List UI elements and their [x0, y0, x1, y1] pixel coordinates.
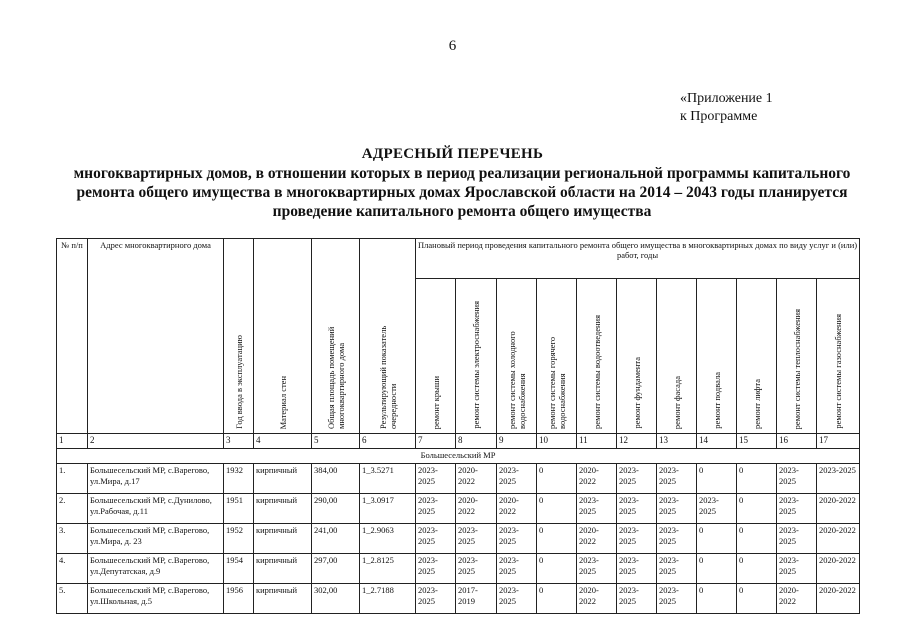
header-work-foundation: ремонт фундамента [617, 279, 657, 434]
header-area: Общая площадь помещений многоквартирного дома [312, 239, 360, 434]
row-address: Большесельский МР, с.Варегово, ул.Мира, д. 23 [88, 524, 224, 554]
row-work-period: 2023-2025 [416, 584, 456, 614]
row-material: кирпичный [254, 464, 312, 494]
region-row [57, 449, 860, 464]
header-num: № п/п [57, 239, 88, 434]
row-work-period: 2023-2025 [617, 524, 657, 554]
row-indicator: 1_2.9063 [360, 524, 416, 554]
table-row [57, 494, 860, 524]
appendix-line-2: к Программе [680, 109, 758, 124]
row-work-period: 2023-2025 [416, 524, 456, 554]
header-work-roof: ремонт крыши [416, 279, 456, 434]
row-work-period: 0 [537, 554, 577, 584]
column-number: 4 [254, 434, 312, 449]
header-work-drainage: ремонт системы водоотведения [577, 279, 617, 434]
row-work-period: 0 [537, 584, 577, 614]
header-indicator: Результирующий показатель очередности [360, 239, 416, 434]
column-number: 17 [817, 434, 860, 449]
appendix-note [680, 90, 773, 126]
row-work-period: 2023-2025 [777, 554, 817, 584]
row-work-period: 2023-2025 [657, 524, 697, 554]
header-work-cold-water: ремонт системы холодного водоснабжения [497, 279, 537, 434]
header-work-hot-water: ремонт системы горячего водоснабжения [537, 279, 577, 434]
column-number: 16 [777, 434, 817, 449]
row-area: 384,00 [312, 464, 360, 494]
header-work-heating: ремонт системы теплоснабжения [777, 279, 817, 434]
document-title: АДРЕСНЫЙ ПЕРЕЧЕНЬ [361, 146, 544, 162]
column-number-row [57, 434, 860, 449]
row-work-period: 2017-2019 [456, 584, 497, 614]
column-number: 13 [657, 434, 697, 449]
row-work-period: 2023-2025 [777, 464, 817, 494]
table-row [57, 524, 860, 554]
table-row [57, 464, 860, 494]
column-number: 1 [57, 434, 88, 449]
row-number: 3. [57, 524, 88, 554]
row-work-period: 2023-2025 [697, 494, 737, 524]
row-year: 1952 [224, 524, 254, 554]
row-work-period: 0 [737, 464, 777, 494]
row-work-period: 2023-2025 [617, 464, 657, 494]
row-work-period: 2023-2025 [657, 464, 697, 494]
row-material: кирпичный [254, 524, 312, 554]
header-work-gas: ремонт системы газоснабжения [817, 279, 860, 434]
row-work-period: 2023-2025 [617, 554, 657, 584]
row-number: 1. [57, 464, 88, 494]
row-area: 297,00 [312, 554, 360, 584]
table-body [57, 449, 860, 614]
row-work-period: 2023-2025 [497, 554, 537, 584]
row-work-period: 2023-2025 [416, 464, 456, 494]
header-material: Материал стен [254, 239, 312, 434]
row-area: 241,00 [312, 524, 360, 554]
row-work-period: 0 [697, 554, 737, 584]
column-number: 15 [737, 434, 777, 449]
row-address: Большесельский МР, с.Варегово, ул.Мира, д.17 [88, 464, 224, 494]
row-number: 5. [57, 584, 88, 614]
row-indicator: 1_3.0917 [360, 494, 416, 524]
row-work-period: 2020-2022 [456, 494, 497, 524]
row-work-period: 2023-2025 [657, 554, 697, 584]
appendix-line-1: «Приложение 1 [680, 91, 773, 106]
row-work-period: 2020-2022 [817, 554, 860, 584]
column-number: 9 [497, 434, 537, 449]
row-work-period: 2023-2025 [456, 554, 497, 584]
header-period-group: Плановый период проведения капитального ремонта общего имущества в многоквартирных домах по виду услуг и (или) работ, годы [416, 239, 860, 279]
row-work-period: 2023-2025 [617, 584, 657, 614]
row-work-period: 2020-2022 [577, 464, 617, 494]
row-work-period: 2023-2025 [577, 554, 617, 584]
row-work-period: 0 [697, 584, 737, 614]
region-label: Большесельский МР [57, 449, 860, 464]
row-work-period: 0 [737, 494, 777, 524]
row-material: кирпичный [254, 584, 312, 614]
row-work-period: 2023-2025 [777, 494, 817, 524]
header-work-facade: ремонт фасада [657, 279, 697, 434]
row-indicator: 1_2.8125 [360, 554, 416, 584]
row-address: Большесельский МР, с.Дунилово, ул.Рабочая, д.11 [88, 494, 224, 524]
header-work-electric: ремонт системы электроснабжения [456, 279, 497, 434]
row-work-period: 0 [537, 464, 577, 494]
table-row [57, 554, 860, 584]
row-work-period: 2023-2025 [657, 494, 697, 524]
row-address: Большесельский МР, с.Варегово, ул.Депутатская, д.9 [88, 554, 224, 584]
row-work-period: 0 [737, 584, 777, 614]
column-number: 7 [416, 434, 456, 449]
column-number: 5 [312, 434, 360, 449]
row-work-period: 2023-2025 [817, 464, 860, 494]
row-work-period: 2023-2025 [456, 524, 497, 554]
row-address: Большесельский МР, с.Варегово, ул.Школьная, д.5 [88, 584, 224, 614]
header-year: Год ввода в эксплуатацию [224, 239, 254, 434]
row-year: 1956 [224, 584, 254, 614]
row-work-period: 2023-2025 [416, 494, 456, 524]
row-work-period: 2020-2022 [456, 464, 497, 494]
column-number: 8 [456, 434, 497, 449]
header-address: Адрес многоквартирного дома [88, 239, 224, 434]
header-work-elevator: ремонт лифта [737, 279, 777, 434]
column-number: 3 [224, 434, 254, 449]
row-work-period: 2023-2025 [416, 554, 456, 584]
row-work-period: 2020-2022 [817, 524, 860, 554]
table-row [57, 584, 860, 614]
row-work-period: 2020-2022 [817, 584, 860, 614]
column-number: 10 [537, 434, 577, 449]
row-work-period: 0 [737, 524, 777, 554]
row-work-period: 2023-2025 [497, 464, 537, 494]
row-work-period: 2023-2025 [497, 524, 537, 554]
column-number: 2 [88, 434, 224, 449]
address-table [56, 238, 860, 614]
row-work-period: 2023-2025 [497, 584, 537, 614]
row-year: 1954 [224, 554, 254, 584]
row-indicator: 1_3.5271 [360, 464, 416, 494]
column-number: 6 [360, 434, 416, 449]
row-work-period: 2020-2022 [497, 494, 537, 524]
row-work-period: 0 [737, 554, 777, 584]
row-area: 290,00 [312, 494, 360, 524]
row-work-period: 0 [537, 494, 577, 524]
row-work-period: 2023-2025 [657, 584, 697, 614]
page-number: 6 [448, 38, 457, 54]
document-subtitle: многоквартирных домов, в отношении которых в период реализации региональной программы капитального ремонта общего имущества в многоквартирных домах Ярославской области на 2014 – 2043 годы планируется проведение капитального ремонта общего имущества [73, 165, 851, 220]
row-work-period: 0 [697, 524, 737, 554]
row-indicator: 1_2.7188 [360, 584, 416, 614]
row-work-period: 2020-2022 [817, 494, 860, 524]
row-material: кирпичный [254, 494, 312, 524]
row-work-period: 2020-2022 [577, 584, 617, 614]
row-number: 4. [57, 554, 88, 584]
column-number: 14 [697, 434, 737, 449]
row-work-period: 2023-2025 [617, 494, 657, 524]
row-year: 1932 [224, 464, 254, 494]
row-work-period: 2020-2022 [777, 584, 817, 614]
column-number: 12 [617, 434, 657, 449]
row-number: 2. [57, 494, 88, 524]
row-work-period: 2023-2025 [777, 524, 817, 554]
row-material: кирпичный [254, 554, 312, 584]
row-work-period: 2020-2022 [577, 524, 617, 554]
header-work-basement: ремонт подвала [697, 279, 737, 434]
address-table-container [56, 238, 860, 614]
row-work-period: 0 [697, 464, 737, 494]
row-year: 1951 [224, 494, 254, 524]
row-work-period: 0 [537, 524, 577, 554]
row-area: 302,00 [312, 584, 360, 614]
row-work-period: 2023-2025 [577, 494, 617, 524]
column-number: 11 [577, 434, 617, 449]
